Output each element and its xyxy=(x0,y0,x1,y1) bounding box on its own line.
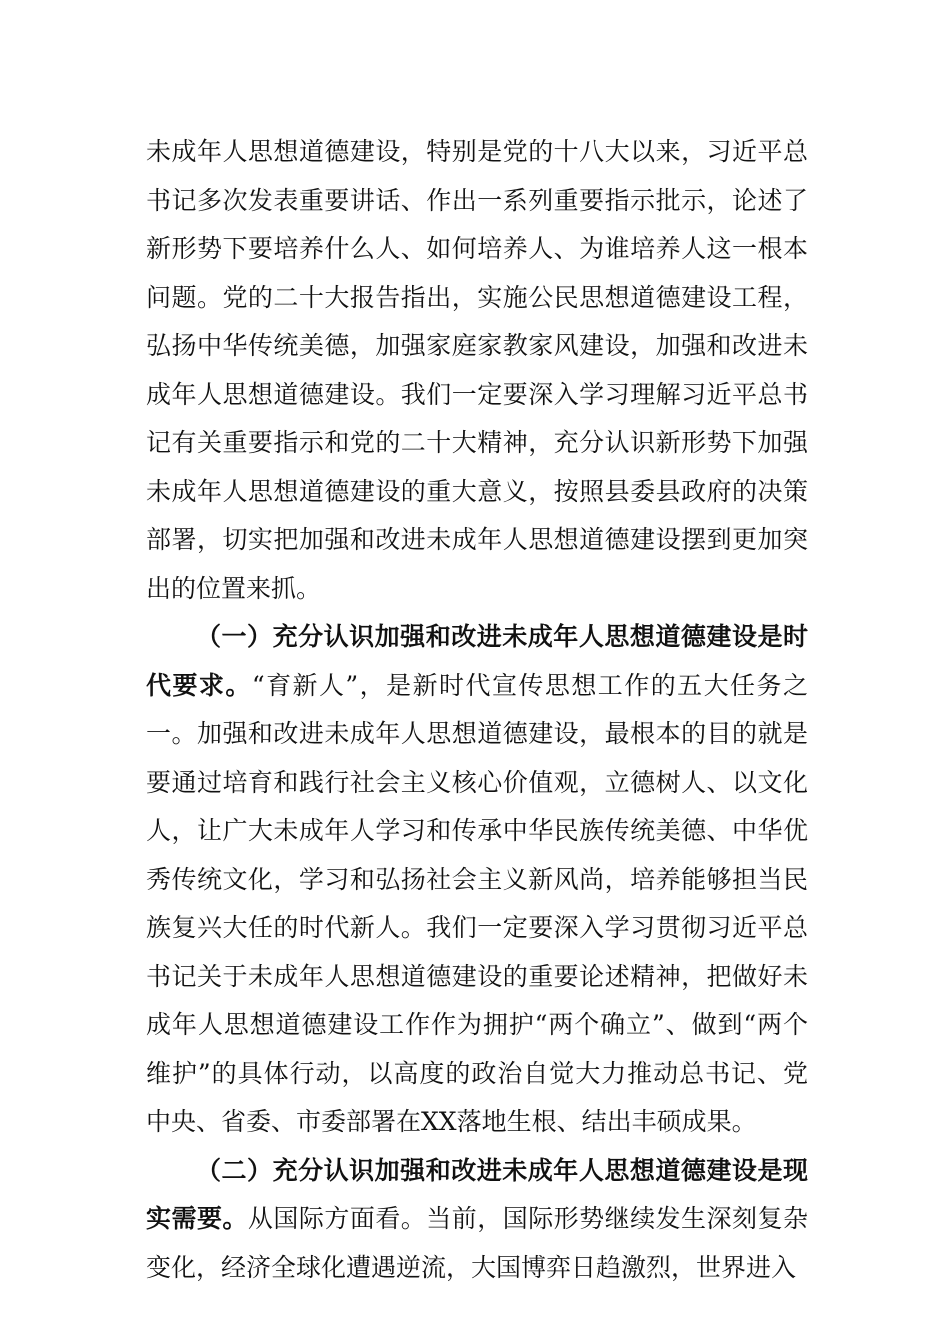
section-heading: （二）充分认识加强和改进未成年人思想道德建设是现实需要。 xyxy=(146,1155,808,1233)
paragraph-text: “育新人”，是新时代宣传思想工作的五大任务之一。加强和改进未成年人思想道德建设，最根本的目的就是要通过培育和践行社会主义核心价值观，立德树人、以文化人，让广大未成年人学习和传承中华民族传统美德、中华优秀传统文化，学习和弘扬社会主义新风尚，培养能够担当民族复兴大任的时代新人。我们一定要深入学习贯彻习近平总书记关于未成年人思想道德建设的重要论述精神，把做好未成年人思想道德建设工作作为拥护“两个确立”、做到“两个维护”的具体行动，以高度的政治自觉大力推动总书记、党中央、省委、市委部署在XX落地生根、结出丰硕成果。 xyxy=(146,670,808,1136)
paragraph-intro xyxy=(146,128,808,613)
paragraph-section-2 xyxy=(146,1147,808,1293)
section-heading: （一）充分认识加强和改进未成年人思想道德建设是时代要求。 xyxy=(146,622,808,700)
paragraph-text: 从国际方面看。当前，国际形势继续发生深刻复杂变化，经济全球化遭遇逆流，大国博弈日趋激烈，世界进入 xyxy=(146,1204,808,1282)
paragraph-section-1 xyxy=(146,613,808,1147)
paragraph-text: 未成年人思想道德建设，特别是党的十八大以来，习近平总书记多次发表重要讲话、作出一系列重要指示批示，论述了新形势下要培养什么人、如何培养人、为谁培养人这一根本问题。党的二十大报告指出，实施公民思想道德建设工程，弘扬中华传统美德，加强家庭家教家风建设，加强和改进未成年人思想道德建设。我们一定要深入学习理解习近平总书记有关重要指示和党的二十大精神，充分认识新形势下加强未成年人思想道德建设的重大意义，按照县委县政府的决策部署，切实把加强和改进未成年人思想道德建设摆到更加突出的位置来抓。 xyxy=(146,137,808,603)
document-body xyxy=(146,128,808,1292)
